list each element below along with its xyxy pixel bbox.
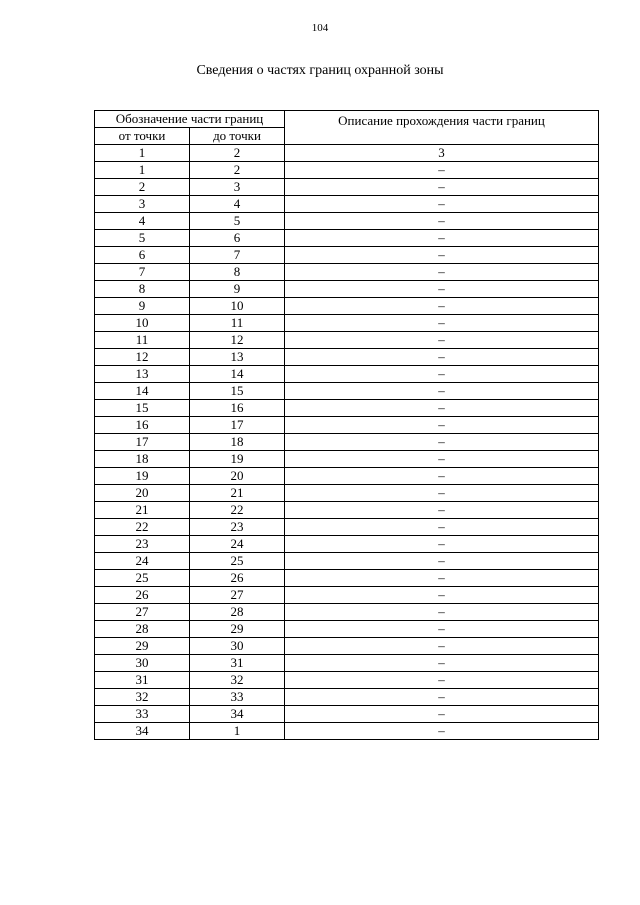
to-point-cell: 2 [190, 162, 285, 179]
to-point-cell: 5 [190, 213, 285, 230]
table-row [95, 689, 599, 706]
description-cell: – [285, 587, 599, 604]
from-point-cell: 23 [95, 536, 190, 553]
description-cell: – [285, 298, 599, 315]
table-row [95, 417, 599, 434]
from-point-cell: 27 [95, 604, 190, 621]
table-row [95, 162, 599, 179]
description-cell: – [285, 383, 599, 400]
to-point-cell: 28 [190, 604, 285, 621]
description-cell: – [285, 162, 599, 179]
table-row [95, 383, 599, 400]
description-cell: – [285, 638, 599, 655]
table-row [95, 179, 599, 196]
from-point-cell: 10 [95, 315, 190, 332]
from-point-cell: 5 [95, 230, 190, 247]
table-row [95, 213, 599, 230]
table-row [95, 621, 599, 638]
from-point-cell: 18 [95, 451, 190, 468]
description-cell: – [285, 689, 599, 706]
table-row [95, 723, 599, 740]
to-point-cell: 19 [190, 451, 285, 468]
from-point-cell: 11 [95, 332, 190, 349]
description-cell: – [285, 706, 599, 723]
to-point-cell: 7 [190, 247, 285, 264]
to-point-cell: 23 [190, 519, 285, 536]
to-point-cell: 20 [190, 468, 285, 485]
from-point-cell: 32 [95, 689, 190, 706]
from-point-cell: 14 [95, 383, 190, 400]
description-cell: – [285, 230, 599, 247]
column-index-from: 1 [95, 145, 190, 162]
table-row [95, 349, 599, 366]
column-index-description: 3 [285, 145, 599, 162]
table-row [95, 672, 599, 689]
column-index-to: 2 [190, 145, 285, 162]
to-point-cell: 8 [190, 264, 285, 281]
header-boundary-designation: Обозначение части границ [95, 111, 285, 128]
to-point-cell: 10 [190, 298, 285, 315]
to-point-cell: 25 [190, 553, 285, 570]
description-cell: – [285, 451, 599, 468]
from-point-cell: 1 [95, 162, 190, 179]
table-row [95, 196, 599, 213]
table-row [95, 655, 599, 672]
table-row [95, 485, 599, 502]
from-point-cell: 15 [95, 400, 190, 417]
description-cell: – [285, 332, 599, 349]
from-point-cell: 33 [95, 706, 190, 723]
to-point-cell: 3 [190, 179, 285, 196]
from-point-cell: 28 [95, 621, 190, 638]
from-point-cell: 26 [95, 587, 190, 604]
description-cell: – [285, 264, 599, 281]
from-point-cell: 20 [95, 485, 190, 502]
description-cell: – [285, 366, 599, 383]
description-cell: – [285, 400, 599, 417]
table-row [95, 553, 599, 570]
from-point-cell: 22 [95, 519, 190, 536]
to-point-cell: 34 [190, 706, 285, 723]
from-point-cell: 9 [95, 298, 190, 315]
description-cell: – [285, 349, 599, 366]
to-point-cell: 31 [190, 655, 285, 672]
description-cell: – [285, 315, 599, 332]
description-cell: – [285, 655, 599, 672]
table-row [95, 247, 599, 264]
from-point-cell: 21 [95, 502, 190, 519]
to-point-cell: 29 [190, 621, 285, 638]
header-from-point: от точки [95, 128, 190, 145]
to-point-cell: 33 [190, 689, 285, 706]
description-cell: – [285, 553, 599, 570]
table-row [95, 366, 599, 383]
from-point-cell: 8 [95, 281, 190, 298]
from-point-cell: 4 [95, 213, 190, 230]
table-row [95, 536, 599, 553]
table-row [95, 468, 599, 485]
table-body [95, 162, 599, 740]
from-point-cell: 16 [95, 417, 190, 434]
to-point-cell: 4 [190, 196, 285, 213]
to-point-cell: 13 [190, 349, 285, 366]
to-point-cell: 27 [190, 587, 285, 604]
from-point-cell: 12 [95, 349, 190, 366]
boundary-parts-table [94, 110, 599, 740]
description-cell: – [285, 196, 599, 213]
description-cell: – [285, 434, 599, 451]
from-point-cell: 2 [95, 179, 190, 196]
table-row [95, 332, 599, 349]
description-cell: – [285, 485, 599, 502]
table-row [95, 638, 599, 655]
from-point-cell: 13 [95, 366, 190, 383]
table-row [95, 230, 599, 247]
table-row [95, 281, 599, 298]
description-cell: – [285, 604, 599, 621]
to-point-cell: 1 [190, 723, 285, 740]
table-row [95, 570, 599, 587]
description-cell: – [285, 536, 599, 553]
from-point-cell: 24 [95, 553, 190, 570]
from-point-cell: 17 [95, 434, 190, 451]
from-point-cell: 3 [95, 196, 190, 213]
header-to-point: до точки [190, 128, 285, 145]
from-point-cell: 29 [95, 638, 190, 655]
from-point-cell: 6 [95, 247, 190, 264]
from-point-cell: 34 [95, 723, 190, 740]
table-row [95, 315, 599, 332]
header-boundary-description: Описание прохождения части границ [285, 111, 599, 145]
table-row [95, 298, 599, 315]
from-point-cell: 25 [95, 570, 190, 587]
from-point-cell: 30 [95, 655, 190, 672]
to-point-cell: 14 [190, 366, 285, 383]
description-cell: – [285, 247, 599, 264]
to-point-cell: 21 [190, 485, 285, 502]
to-point-cell: 11 [190, 315, 285, 332]
from-point-cell: 31 [95, 672, 190, 689]
description-cell: – [285, 281, 599, 298]
table-row [95, 400, 599, 417]
to-point-cell: 6 [190, 230, 285, 247]
to-point-cell: 24 [190, 536, 285, 553]
table-row [95, 587, 599, 604]
to-point-cell: 30 [190, 638, 285, 655]
description-cell: – [285, 468, 599, 485]
table-row [95, 502, 599, 519]
description-cell: – [285, 621, 599, 638]
table-row [95, 451, 599, 468]
to-point-cell: 16 [190, 400, 285, 417]
to-point-cell: 26 [190, 570, 285, 587]
to-point-cell: 12 [190, 332, 285, 349]
to-point-cell: 9 [190, 281, 285, 298]
to-point-cell: 18 [190, 434, 285, 451]
description-cell: – [285, 672, 599, 689]
to-point-cell: 17 [190, 417, 285, 434]
description-cell: – [285, 213, 599, 230]
table-row [95, 434, 599, 451]
description-cell: – [285, 502, 599, 519]
description-cell: – [285, 570, 599, 587]
page-number: 104 [311, 22, 329, 34]
table-row [95, 519, 599, 536]
to-point-cell: 32 [190, 672, 285, 689]
to-point-cell: 22 [190, 502, 285, 519]
description-cell: – [285, 723, 599, 740]
to-point-cell: 15 [190, 383, 285, 400]
from-point-cell: 7 [95, 264, 190, 281]
table-row [95, 604, 599, 621]
from-point-cell: 19 [95, 468, 190, 485]
description-cell: – [285, 519, 599, 536]
document-title: Сведения о частях границ охранной зоны [196, 63, 444, 78]
description-cell: – [285, 417, 599, 434]
table-row [95, 264, 599, 281]
table-row [95, 706, 599, 723]
description-cell: – [285, 179, 599, 196]
